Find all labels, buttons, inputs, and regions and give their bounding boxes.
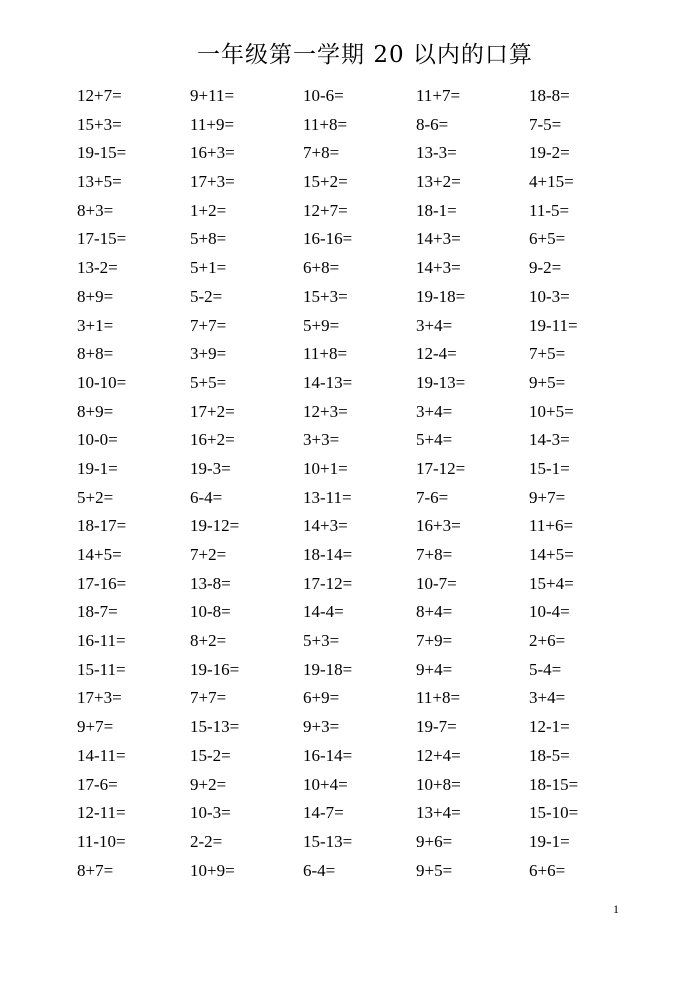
problem-cell: 10-3= [190,803,231,823]
problem-cell: 11+6= [529,516,574,536]
problem-cell: 18-7= [77,602,118,622]
problem-cell: 14+3= [303,516,348,536]
problem-cell: 9+7= [529,487,566,507]
problem-cell: 8+9= [77,401,114,421]
problem-cell: 5+3= [303,631,340,651]
problem-cell: 13+4= [416,803,461,823]
problem-cell: 14-13= [303,372,353,392]
problem-cell: 19-2= [529,143,570,163]
problem-cell: 9-2= [529,258,562,278]
problem-cell: 9+11= [190,86,235,105]
problem-cell: 6+6= [529,860,566,880]
problem-cell: 14+5= [529,545,574,564]
problem-cell: 6-4= [303,860,336,880]
problem-cell: 13+2= [416,172,461,192]
problem-cell: 6+8= [303,258,340,278]
problem-cell: 7+8= [416,545,453,564]
problem-cell: 3+4= [416,315,453,335]
problem-cell: 19-7= [416,717,457,737]
problem-cell: 11-10= [77,831,126,851]
problem-cell: 15-10= [529,803,579,823]
problem-cell: 10-3= [529,286,570,306]
problem-cell: 17+3= [77,688,122,708]
problem-cell: 7+8= [303,143,340,163]
problem-cell: 12+7= [77,86,122,105]
problem-cell: 3+3= [303,430,340,450]
problem-cell: 10+4= [303,774,348,794]
problem-cell: 10-10= [77,372,127,392]
problem-cell: 12-11= [77,803,126,823]
problem-cell: 10-7= [416,573,457,593]
problem-cell: 11+7= [416,86,461,105]
problem-cell: 12-1= [529,717,570,737]
problem-cell: 17-16= [77,573,127,593]
problem-cell: 17-12= [303,573,353,593]
problem-cell: 15-13= [303,831,353,851]
problem-cell: 14+3= [416,229,461,249]
problem-cell: 10-0= [77,430,118,450]
problem-cell: 19-12= [190,516,240,536]
problem-cell: 5+9= [303,315,340,335]
problem-cell: 16+2= [190,430,235,450]
problem-cell: 9+6= [416,831,453,851]
problem-cell: 2+6= [529,631,566,651]
problem-cell: 19-1= [77,458,118,478]
problem-cell: 16-14= [303,745,353,765]
problem-cell: 7-6= [416,487,449,507]
problem-cell: 14-7= [303,803,344,823]
problem-cell: 5+5= [190,372,227,392]
problem-cell: 19-1= [529,831,570,851]
problem-cell: 14-11= [77,745,126,765]
problem-cell: 15-13= [190,717,240,737]
problem-cell: 8+3= [77,200,114,220]
problem-cell: 10+1= [303,458,348,478]
problem-cell: 9+4= [416,659,453,679]
problem-cell: 5+4= [416,430,453,450]
problem-cell: 19-18= [416,286,466,306]
problem-cell: 13-2= [77,258,118,278]
problem-cell: 5-2= [190,286,223,306]
problem-cell: 9+5= [416,860,453,880]
problem-cell: 5-4= [529,659,562,679]
problem-cell: 6+9= [303,688,340,708]
problem-cell: 14+3= [416,258,461,278]
problem-cell: 18-15= [529,774,579,794]
problem-cell: 19-3= [190,458,231,478]
problem-cell: 12+7= [303,200,348,220]
problem-cell: 5+8= [190,229,227,249]
problem-cell: 17-6= [77,774,118,794]
problem-grid [77,84,609,887]
problem-cell: 17-15= [77,229,127,249]
problem-cell: 10-6= [303,86,344,105]
page-title: 一年级第一学期 20 以内的口算 [197,42,533,68]
problem-cell: 16+3= [416,516,461,536]
problem-cell: 15+3= [77,114,122,134]
problem-cell: 18-5= [529,745,570,765]
problem-cell: 7+2= [190,545,227,564]
problem-cell: 11+8= [303,114,348,134]
problem-cell: 7+5= [529,344,566,364]
problem-cell: 14-4= [303,602,344,622]
problem-cell: 10+5= [529,401,574,421]
problem-cell: 7+7= [190,688,227,708]
problem-cell: 18-14= [303,545,353,564]
problem-cell: 17+3= [190,172,235,192]
problem-cell: 16+3= [190,143,235,163]
problem-cell: 16-16= [303,229,353,249]
problem-cell: 5+1= [190,258,227,278]
problem-cell: 5+2= [77,487,114,507]
problem-cell: 7+9= [416,631,453,651]
problem-cell: 10-8= [190,602,231,622]
problem-cell: 11+8= [416,688,461,708]
problem-cell: 7+7= [190,315,227,335]
problem-cell: 2-2= [190,831,223,851]
problem-cell: 8-6= [416,114,449,134]
problem-cell: 3+4= [529,688,566,708]
problem-cell: 15+3= [303,286,348,306]
problem-cell: 15+2= [303,172,348,192]
problem-cell: 19-15= [77,143,127,163]
problem-cell: 11-5= [529,200,570,220]
problem-cell: 14+5= [77,545,122,564]
problem-cell: 1+2= [190,200,227,220]
problem-cell: 15-2= [190,745,231,765]
problem-cell: 12-4= [416,344,457,364]
problem-cell: 8+7= [77,860,114,880]
problem-cell: 19-11= [529,315,578,335]
problem-cell: 13-11= [303,487,352,507]
problem-cell: 19-13= [416,372,466,392]
problem-cell: 10+9= [190,860,235,880]
problem-cell: 13+5= [77,172,122,192]
problem-cell: 18-17= [77,516,127,536]
problem-cell: 15-11= [77,659,126,679]
problem-cell: 15-1= [529,458,570,478]
problem-cell: 12+3= [303,401,348,421]
problem-cell: 8+4= [416,602,453,622]
problem-cell: 17-12= [416,458,466,478]
problem-cell: 6-4= [190,487,223,507]
problem-cell: 6+5= [529,229,566,249]
problem-cell: 14-3= [529,430,570,450]
problem-cell: 16-11= [77,631,126,651]
problem-cell: 11+9= [190,114,235,134]
problem-cell: 19-16= [190,659,240,679]
problem-cell: 4+15= [529,172,574,192]
problem-cell: 10+8= [416,774,461,794]
problem-cell: 15+4= [529,573,574,593]
page-number: 1 [613,902,619,916]
problem-cell: 3+9= [190,344,227,364]
problem-cell: 18-1= [416,200,457,220]
problem-cell: 8+9= [77,286,114,306]
problem-cell: 7-5= [529,114,562,134]
problem-cell: 19-18= [303,659,353,679]
problem-cell: 8+8= [77,344,114,364]
problem-cell: 9+2= [190,774,227,794]
problem-cell: 10-4= [529,602,570,622]
problem-cell: 13-3= [416,143,457,163]
problem-cell: 9+7= [77,717,114,737]
problem-cell: 8+2= [190,631,227,651]
problem-cell: 12+4= [416,745,461,765]
problem-cell: 11+8= [303,344,348,364]
problem-cell: 18-8= [529,86,570,105]
problem-cell: 3+4= [416,401,453,421]
problem-cell: 9+5= [529,372,566,392]
problem-cell: 17+2= [190,401,235,421]
problem-cell: 9+3= [303,717,340,737]
problem-cell: 3+1= [77,315,114,335]
problem-cell: 13-8= [190,573,231,593]
